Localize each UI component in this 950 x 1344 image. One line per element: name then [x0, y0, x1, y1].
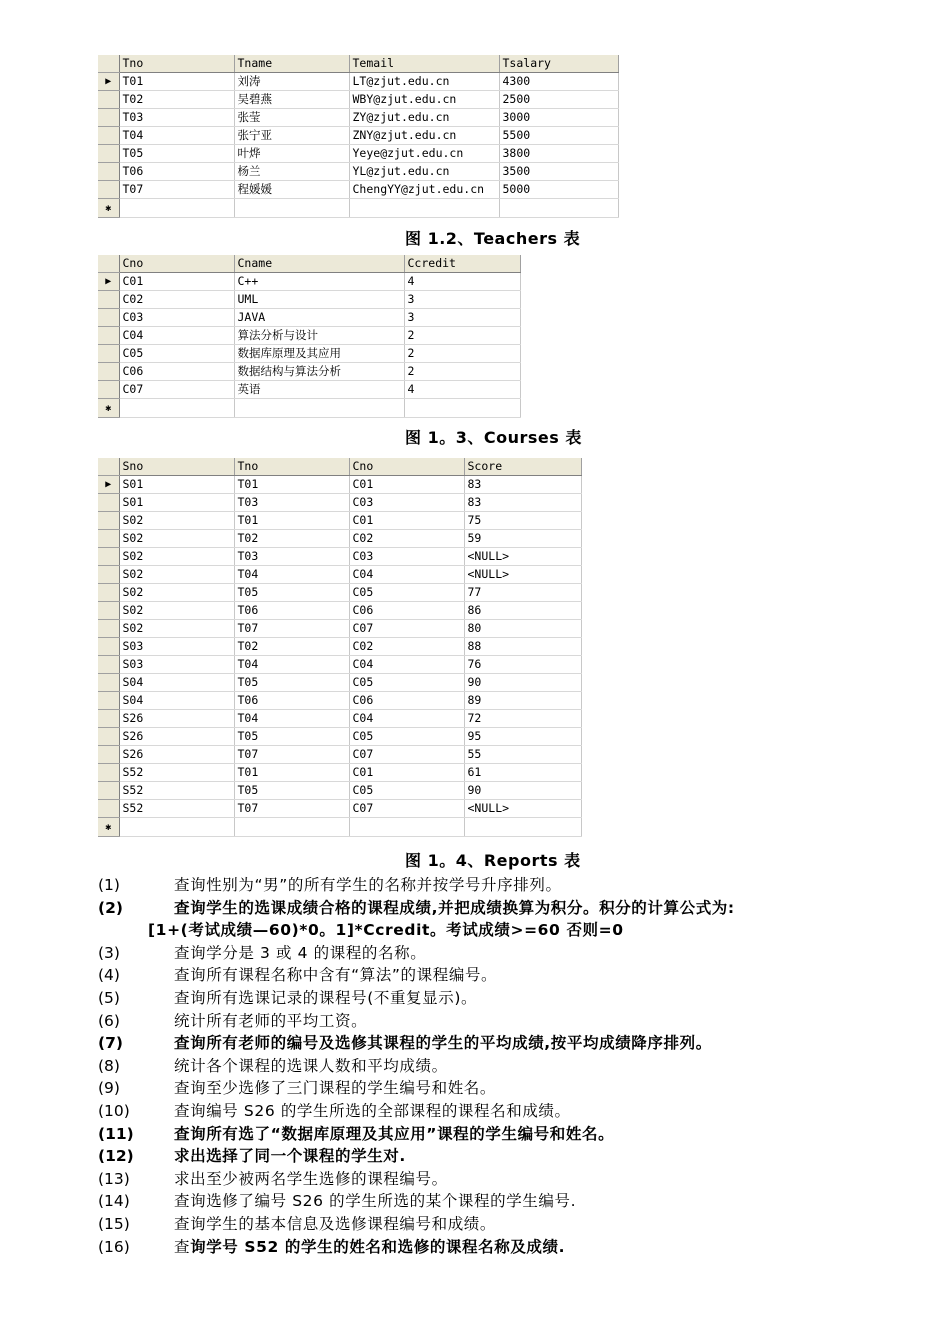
table-row[interactable] [98, 476, 581, 494]
row-selector[interactable] [98, 363, 119, 381]
new-row-icon[interactable]: ✱ [98, 199, 119, 218]
new-row-icon[interactable]: ✱ [98, 399, 119, 418]
row-selector[interactable] [98, 710, 119, 728]
cell[interactable]: 77 [464, 584, 581, 602]
cell[interactable]: 76 [464, 656, 581, 674]
row-selector[interactable] [98, 127, 119, 145]
question-number: (12) [98, 1147, 134, 1166]
table-row[interactable] [98, 746, 581, 764]
row-selector[interactable] [98, 746, 119, 764]
column-header-cno[interactable]: Cno [349, 458, 464, 476]
row-selector[interactable] [98, 109, 119, 127]
question-text: 查询学生的基本信息及选修课程编号和成绩。 [174, 1214, 497, 1233]
column-header-cname[interactable]: Cname [234, 255, 404, 273]
cell[interactable]: T06 [119, 163, 234, 181]
cell[interactable]: <NULL> [464, 548, 581, 566]
cell[interactable]: S52 [119, 782, 234, 800]
courses-caption: 图 1。3、Courses 表 [405, 428, 582, 447]
table-row[interactable] [98, 692, 581, 710]
header-row [98, 55, 618, 73]
cell[interactable]: 刘涛 [234, 73, 349, 91]
column-header-temail[interactable]: Temail [349, 55, 499, 73]
row-selector[interactable] [98, 638, 119, 656]
row-selector[interactable] [98, 548, 119, 566]
cell[interactable] [119, 399, 234, 418]
row-selector[interactable] [98, 494, 119, 512]
cell[interactable]: C04 [119, 327, 234, 345]
cell[interactable]: T03 [234, 494, 349, 512]
row-selector[interactable] [98, 620, 119, 638]
cell[interactable]: 数据结构与算法分析 [234, 363, 404, 381]
cell[interactable]: JAVA [234, 309, 404, 327]
cell[interactable]: S26 [119, 728, 234, 746]
cell[interactable]: 61 [464, 764, 581, 782]
cell[interactable]: T04 [234, 656, 349, 674]
header-row [98, 255, 520, 273]
cell[interactable]: 4 [404, 381, 520, 399]
cell[interactable]: S02 [119, 584, 234, 602]
cell[interactable]: 3 [404, 309, 520, 327]
cell[interactable]: ChengYY@zjut.edu.cn [349, 181, 499, 199]
question-number: (9) [98, 1079, 120, 1098]
question-number: (5) [98, 988, 120, 1007]
cell[interactable]: S02 [119, 548, 234, 566]
question-text: 统计各个课程的选课人数和平均成绩。 [174, 1056, 448, 1075]
question-number: (15) [98, 1214, 130, 1233]
list-item [98, 897, 938, 920]
column-header-cno[interactable]: Cno [119, 255, 234, 273]
cell[interactable]: C05 [349, 728, 464, 746]
cell[interactable] [234, 818, 349, 837]
cell[interactable]: 3500 [499, 163, 618, 181]
table-row[interactable] [98, 710, 581, 728]
question-text: 查询编号 S26 的学生所选的全部课程的课程名和成绩。 [174, 1101, 571, 1120]
cell[interactable]: T07 [119, 181, 234, 199]
row-selector[interactable] [98, 656, 119, 674]
cell[interactable]: LT@zjut.edu.cn [349, 73, 499, 91]
question-text: 查询性别为“男”的所有学生的名称并按学号升序排列。 [174, 876, 562, 894]
new-row[interactable] [98, 818, 581, 837]
cell[interactable]: C03 [349, 494, 464, 512]
list-item [98, 1168, 938, 1191]
row-selector-header[interactable] [98, 255, 119, 273]
question-number: (7) [98, 1034, 123, 1053]
cell[interactable]: C04 [349, 710, 464, 728]
cell[interactable] [119, 199, 234, 218]
cell[interactable]: 80 [464, 620, 581, 638]
row-selector[interactable] [98, 728, 119, 746]
list-item [98, 1213, 938, 1236]
cell[interactable]: S02 [119, 566, 234, 584]
cell[interactable]: WBY@zjut.edu.cn [349, 91, 499, 109]
row-selector[interactable] [98, 674, 119, 692]
cell[interactable]: ZNY@zjut.edu.cn [349, 127, 499, 145]
cell[interactable]: ZY@zjut.edu.cn [349, 109, 499, 127]
cell[interactable]: C06 [349, 602, 464, 620]
column-header-sno[interactable]: Sno [119, 458, 234, 476]
cell[interactable]: C05 [349, 674, 464, 692]
cell[interactable]: 2 [404, 345, 520, 363]
cell[interactable]: 59 [464, 530, 581, 548]
table-row[interactable] [98, 764, 581, 782]
row-selector[interactable] [98, 800, 119, 818]
row-selector[interactable] [98, 163, 119, 181]
question-number: (3) [98, 943, 120, 962]
table-row[interactable] [98, 73, 618, 91]
cell[interactable]: T03 [119, 109, 234, 127]
list-item-continuation [98, 919, 938, 942]
row-selector[interactable] [98, 145, 119, 163]
row-selector[interactable] [98, 584, 119, 602]
header-row [98, 458, 581, 476]
table-row[interactable] [98, 291, 520, 309]
row-selector[interactable] [98, 381, 119, 399]
cell[interactable]: T01 [234, 512, 349, 530]
list-item [98, 964, 938, 987]
cell[interactable]: <NULL> [464, 566, 581, 584]
cell[interactable]: 算法分析与设计 [234, 327, 404, 345]
cell[interactable] [234, 199, 349, 218]
cell[interactable]: C01 [349, 476, 464, 494]
row-selector[interactable] [98, 764, 119, 782]
cell[interactable]: C01 [119, 273, 234, 291]
cell[interactable]: Yeye@zjut.edu.cn [349, 145, 499, 163]
cell[interactable]: 83 [464, 476, 581, 494]
list-item [98, 942, 938, 965]
cell[interactable]: <NULL> [464, 800, 581, 818]
table-row[interactable] [98, 273, 520, 291]
cell[interactable]: T03 [234, 548, 349, 566]
cell[interactable]: 张宁亚 [234, 127, 349, 145]
cell[interactable]: C03 [119, 309, 234, 327]
cell[interactable]: C01 [349, 764, 464, 782]
cell[interactable]: C05 [349, 782, 464, 800]
cell[interactable]: 90 [464, 674, 581, 692]
cell[interactable]: 3 [404, 291, 520, 309]
cell[interactable]: T02 [234, 530, 349, 548]
cell[interactable]: 4300 [499, 73, 618, 91]
cell[interactable]: T04 [234, 710, 349, 728]
cell[interactable]: S02 [119, 620, 234, 638]
cell[interactable]: C03 [349, 548, 464, 566]
column-header-tsalary[interactable]: Tsalary [499, 55, 618, 73]
teachers-table [98, 55, 619, 218]
cell[interactable] [349, 818, 464, 837]
list-item [98, 1236, 938, 1259]
cell[interactable]: T02 [119, 91, 234, 109]
row-selector[interactable] [98, 692, 119, 710]
cell[interactable]: C04 [349, 566, 464, 584]
table-row[interactable] [98, 163, 618, 181]
list-item [98, 1190, 938, 1213]
list-item [98, 1077, 938, 1100]
cell[interactable]: S01 [119, 494, 234, 512]
question-number: (11) [98, 1124, 134, 1143]
cell[interactable]: 5500 [499, 127, 618, 145]
question-text: 查询至少选修了三门课程的学生编号和姓名。 [174, 1079, 497, 1098]
cell[interactable] [499, 199, 618, 218]
cell[interactable]: S02 [119, 602, 234, 620]
row-selector-header[interactable] [98, 458, 119, 476]
column-header-tname[interactable]: Tname [234, 55, 349, 73]
cell[interactable]: 3000 [499, 109, 618, 127]
cell[interactable]: 86 [464, 602, 581, 620]
row-selector[interactable] [98, 291, 119, 309]
cell[interactable]: C07 [349, 800, 464, 818]
row-selector[interactable] [98, 530, 119, 548]
question-number: (10) [98, 1101, 130, 1120]
cell[interactable]: T07 [234, 746, 349, 764]
table-row[interactable] [98, 728, 581, 746]
cell[interactable]: C02 [119, 291, 234, 309]
table-row[interactable] [98, 363, 520, 381]
table-row[interactable] [98, 181, 618, 199]
table-row[interactable] [98, 656, 581, 674]
column-header-tno[interactable]: Tno [234, 458, 349, 476]
question-number: (6) [98, 1011, 120, 1030]
table-row[interactable] [98, 530, 581, 548]
cell[interactable]: T04 [234, 566, 349, 584]
question-text [174, 1236, 565, 1259]
table-row[interactable] [98, 127, 618, 145]
table-row[interactable] [98, 602, 581, 620]
cell[interactable]: S03 [119, 656, 234, 674]
table-row[interactable] [98, 782, 581, 800]
cell[interactable]: C++ [234, 273, 404, 291]
cell[interactable] [349, 199, 499, 218]
cell[interactable]: C07 [119, 381, 234, 399]
cell[interactable] [234, 399, 404, 418]
question-text: 查询学生的选课成绩合格的课程成绩,并把成绩换算为积分。积分的计算公式为: [174, 898, 735, 917]
cell[interactable]: T05 [234, 728, 349, 746]
cell[interactable]: 90 [464, 782, 581, 800]
cell[interactable]: 83 [464, 494, 581, 512]
reports-table [98, 458, 582, 837]
table-row[interactable] [98, 638, 581, 656]
cell[interactable]: S04 [119, 692, 234, 710]
question-number: (14) [98, 1192, 130, 1211]
cell[interactable]: 2 [404, 363, 520, 381]
cell[interactable]: 2 [404, 327, 520, 345]
question-number: (13) [98, 1169, 130, 1188]
cell[interactable]: 张莹 [234, 109, 349, 127]
cell[interactable]: T05 [119, 145, 234, 163]
cell[interactable]: 95 [464, 728, 581, 746]
list-item [98, 1055, 938, 1078]
table-row[interactable] [98, 674, 581, 692]
cell[interactable]: T05 [234, 674, 349, 692]
row-selector[interactable] [98, 566, 119, 584]
column-header-ccredit[interactable]: Ccredit [404, 255, 520, 273]
question-number: (2) [98, 898, 123, 917]
cell[interactable]: YL@zjut.edu.cn [349, 163, 499, 181]
cell[interactable]: T06 [234, 692, 349, 710]
table-row[interactable] [98, 512, 581, 530]
table-row[interactable] [98, 145, 618, 163]
cell[interactable]: S02 [119, 530, 234, 548]
cell[interactable]: 75 [464, 512, 581, 530]
cell[interactable]: UML [234, 291, 404, 309]
question-text: 求出选择了同一个课程的学生对. [174, 1147, 406, 1166]
question-text: 查询所有老师的编号及选修其课程的学生的平均成绩,按平均成绩降序排列。 [174, 1034, 712, 1053]
cell[interactable] [119, 818, 234, 837]
cell[interactable]: T06 [234, 602, 349, 620]
cell[interactable]: 杨兰 [234, 163, 349, 181]
table-row[interactable] [98, 548, 581, 566]
row-selector[interactable] [98, 345, 119, 363]
question-text-start: 查 [174, 1237, 191, 1256]
table-row[interactable] [98, 800, 581, 818]
row-selector-header[interactable] [98, 55, 119, 73]
table-row[interactable] [98, 309, 520, 327]
question-text: 查询选修了编号 S26 的学生所选的某个课程的学生编号. [174, 1192, 577, 1211]
cell[interactable]: T01 [234, 764, 349, 782]
cell[interactable]: C07 [349, 746, 464, 764]
question-text: 统计所有老师的平均工资。 [174, 1011, 368, 1030]
table-row[interactable] [98, 327, 520, 345]
cell[interactable]: 3800 [499, 145, 618, 163]
cell[interactable]: S26 [119, 746, 234, 764]
cell[interactable]: 英语 [234, 381, 404, 399]
list-item [98, 1123, 938, 1146]
list-item [98, 1032, 938, 1055]
cell[interactable]: C01 [349, 512, 464, 530]
question-number: (16) [98, 1237, 130, 1256]
cell[interactable]: T01 [119, 73, 234, 91]
cell[interactable]: 72 [464, 710, 581, 728]
cell[interactable]: S52 [119, 800, 234, 818]
question-text: 查询所有选课记录的课程号(不重复显示)。 [174, 988, 478, 1007]
cell[interactable] [464, 818, 581, 837]
cell[interactable]: S03 [119, 638, 234, 656]
cell[interactable]: 程媛媛 [234, 181, 349, 199]
table-row[interactable] [98, 91, 618, 109]
cell[interactable]: 89 [464, 692, 581, 710]
row-selector[interactable] [98, 512, 119, 530]
table-row[interactable] [98, 381, 520, 399]
question-text: [1+(考试成绩—60)*0。1]*Ccredit。考试成绩>=60 否则=0 [148, 921, 624, 940]
table-row[interactable] [98, 620, 581, 638]
cell[interactable]: S26 [119, 710, 234, 728]
cell[interactable]: T01 [234, 476, 349, 494]
cell[interactable]: C05 [349, 584, 464, 602]
cell[interactable]: C05 [119, 345, 234, 363]
cell[interactable]: S01 [119, 476, 234, 494]
list-item [98, 874, 938, 897]
new-row[interactable] [98, 399, 520, 418]
cell[interactable]: 4 [404, 273, 520, 291]
new-row[interactable] [98, 199, 618, 218]
cell[interactable]: 吴碧燕 [234, 91, 349, 109]
question-text: 查询学分是 3 或 4 的课程的名称。 [174, 943, 427, 962]
row-selector[interactable] [98, 309, 119, 327]
cell[interactable]: C06 [119, 363, 234, 381]
cell[interactable]: C06 [349, 692, 464, 710]
cell[interactable]: T05 [234, 584, 349, 602]
column-header-score[interactable]: Score [464, 458, 581, 476]
current-row-icon[interactable]: ▶ [98, 476, 119, 494]
cell[interactable]: 5000 [499, 181, 618, 199]
courses-table [98, 255, 521, 418]
row-selector[interactable] [98, 782, 119, 800]
new-row-icon[interactable]: ✱ [98, 818, 119, 837]
cell[interactable]: T05 [234, 782, 349, 800]
cell[interactable]: C04 [349, 656, 464, 674]
column-header-tno[interactable]: Tno [119, 55, 234, 73]
cell[interactable]: T02 [234, 638, 349, 656]
row-selector[interactable] [98, 602, 119, 620]
cell[interactable] [404, 399, 520, 418]
cell[interactable]: C02 [349, 638, 464, 656]
question-list [98, 874, 938, 1258]
row-selector[interactable] [98, 91, 119, 109]
table-row[interactable] [98, 566, 581, 584]
table-row[interactable] [98, 109, 618, 127]
cell[interactable]: 88 [464, 638, 581, 656]
question-text: 查询所有课程名称中含有“算法”的课程编号。 [174, 966, 498, 985]
question-number: (1) [98, 876, 120, 894]
table-row[interactable] [98, 584, 581, 602]
cell[interactable]: T07 [234, 620, 349, 638]
table-row[interactable] [98, 494, 581, 512]
list-item [98, 1010, 938, 1033]
list-item [98, 1145, 938, 1168]
cell[interactable]: 55 [464, 746, 581, 764]
cell[interactable]: T04 [119, 127, 234, 145]
question-text: 查询所有选了“数据库原理及其应用”课程的学生编号和姓名。 [174, 1124, 615, 1143]
cell[interactable]: S04 [119, 674, 234, 692]
cell[interactable]: C07 [349, 620, 464, 638]
question-number: (4) [98, 966, 120, 985]
row-selector[interactable] [98, 181, 119, 199]
question-text: 求出至少被两名学生选修的课程编号。 [174, 1169, 448, 1188]
cell[interactable]: T07 [234, 800, 349, 818]
cell[interactable]: 叶烨 [234, 145, 349, 163]
cell[interactable]: 数据库原理及其应用 [234, 345, 404, 363]
cell[interactable]: S52 [119, 764, 234, 782]
teachers-caption: 图 1.2、Teachers 表 [405, 229, 581, 248]
question-text-bold: 询学号 S52 的学生的姓名和选修的课程名称及成绩. [190, 1237, 566, 1256]
list-item [98, 987, 938, 1010]
list-item [98, 1100, 938, 1123]
current-row-icon[interactable]: ▶ [98, 73, 119, 91]
reports-caption: 图 1。4、Reports 表 [405, 851, 581, 870]
table-row[interactable] [98, 345, 520, 363]
cell[interactable]: 2500 [499, 91, 618, 109]
current-row-icon[interactable]: ▶ [98, 273, 119, 291]
cell[interactable]: C02 [349, 530, 464, 548]
question-number: (8) [98, 1056, 120, 1075]
cell[interactable]: S02 [119, 512, 234, 530]
row-selector[interactable] [98, 327, 119, 345]
